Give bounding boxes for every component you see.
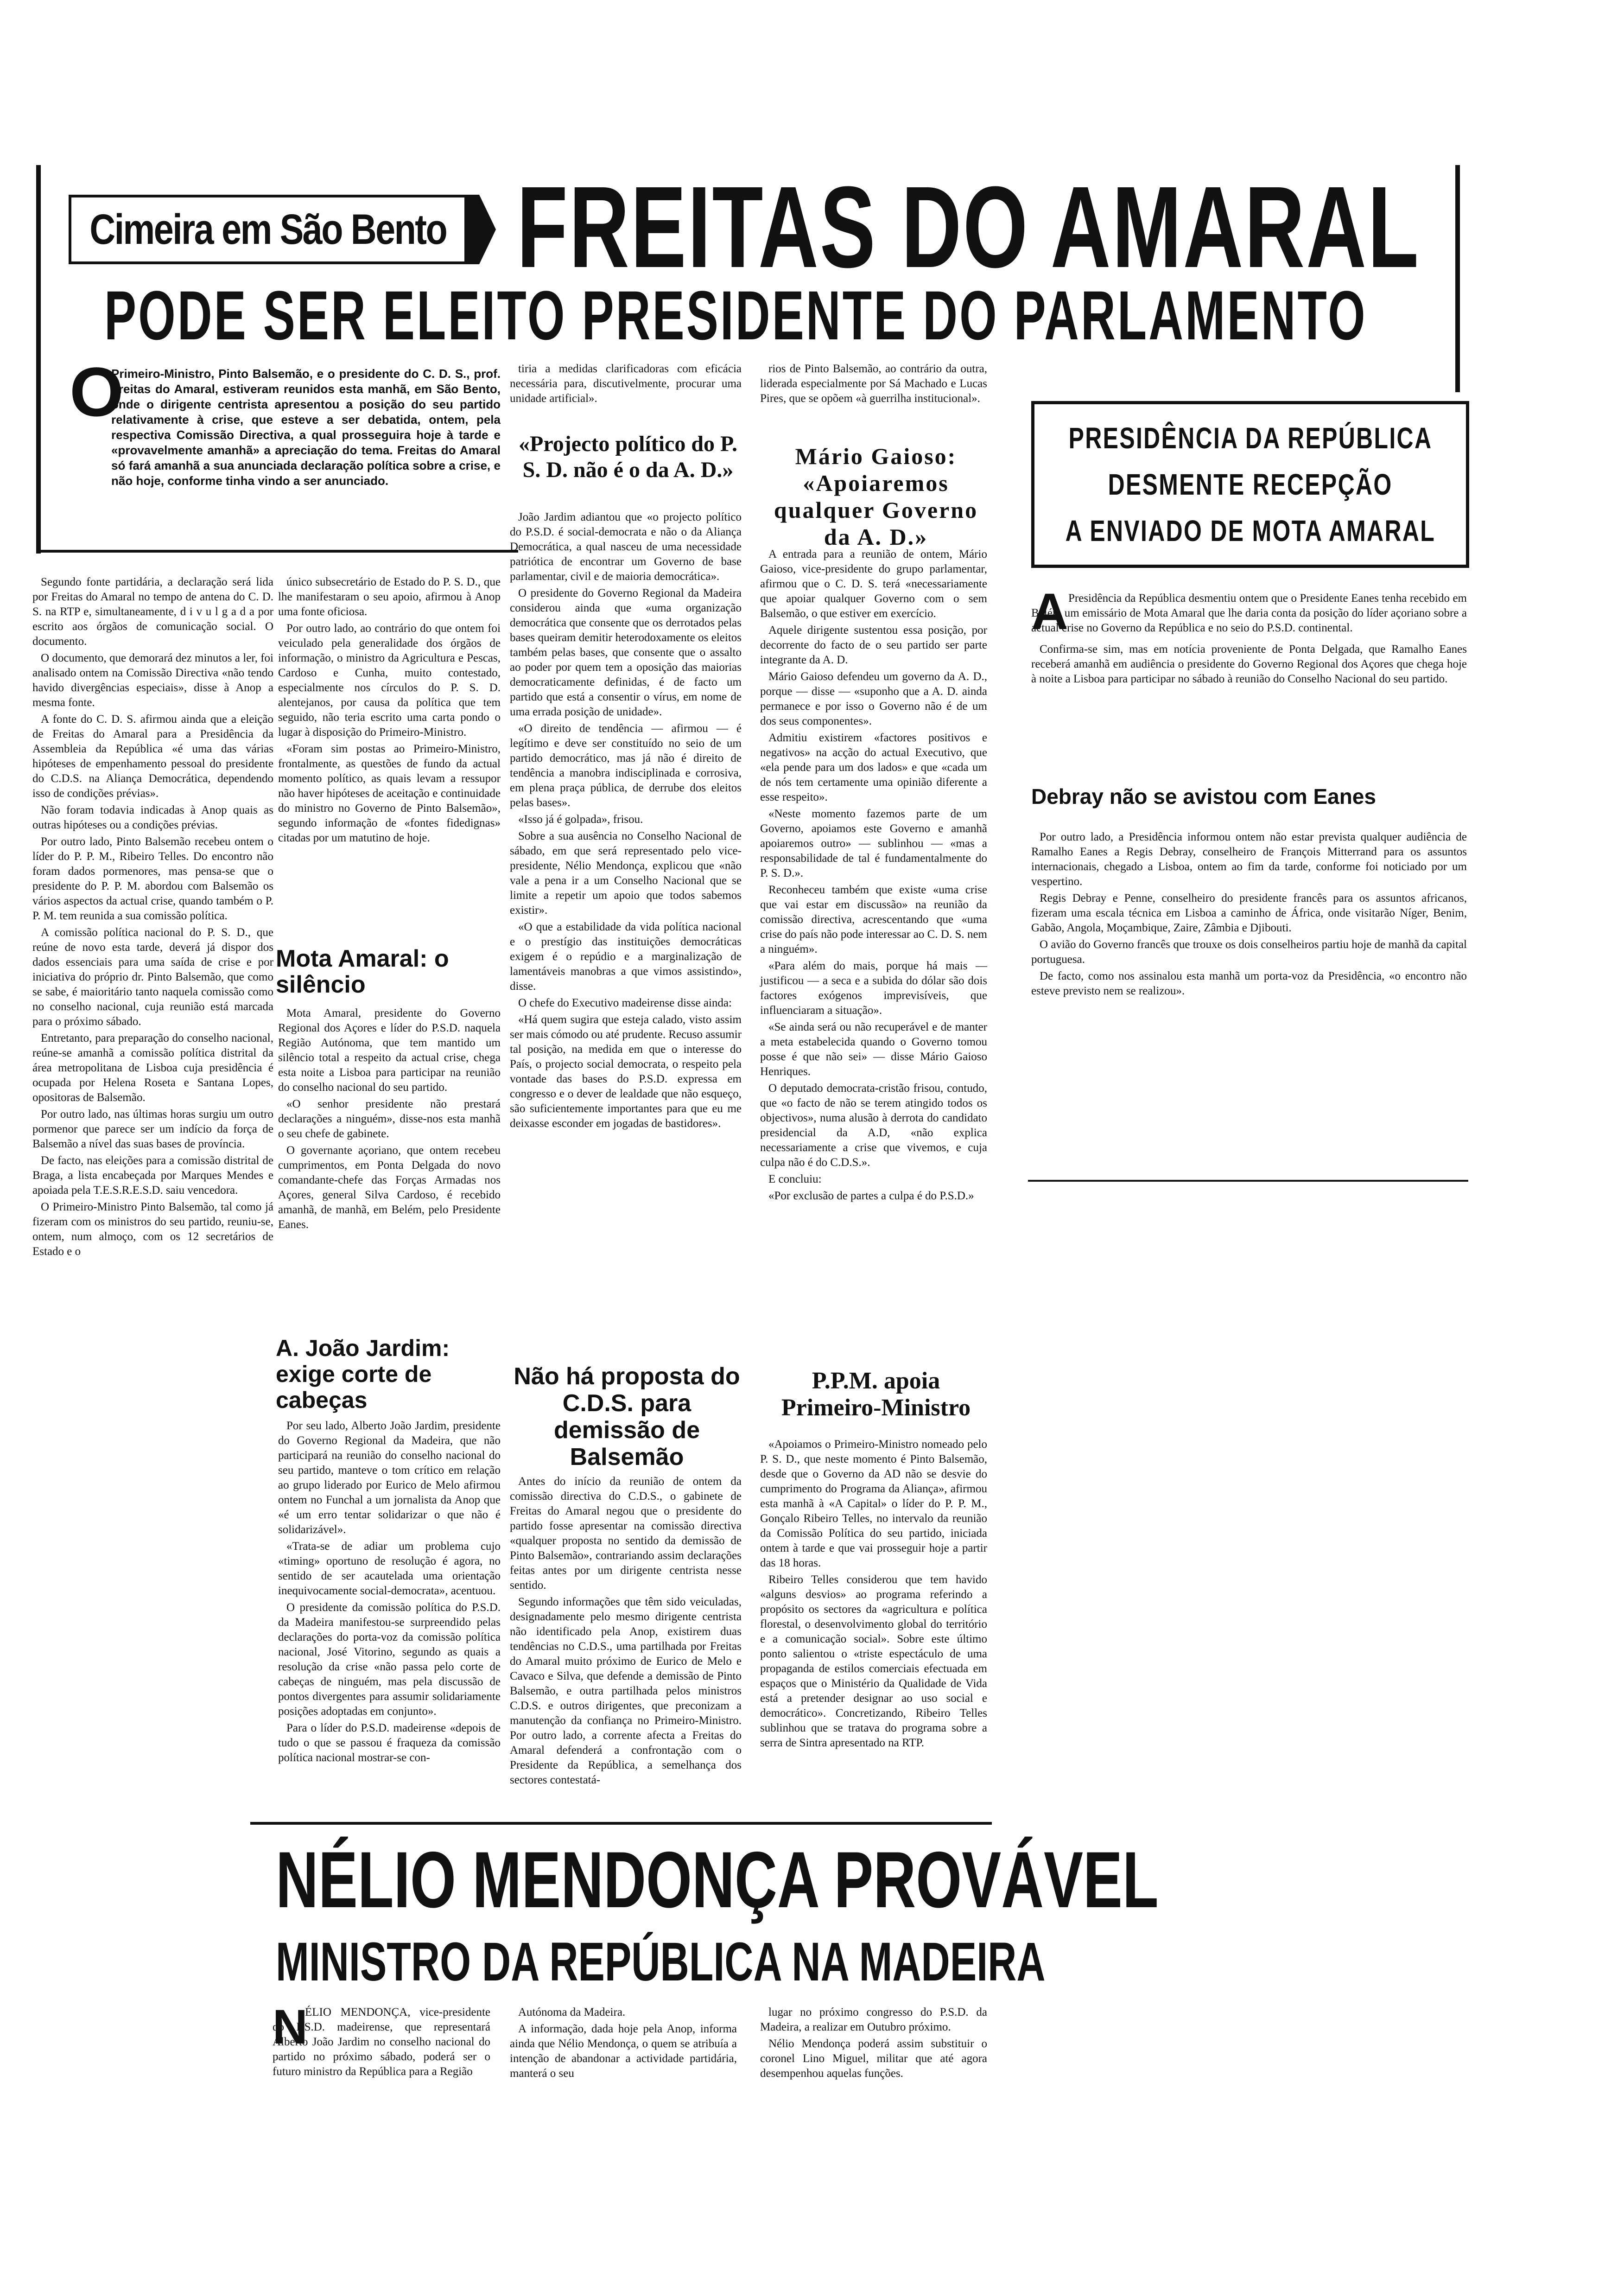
main-col1 [32,575,273,1261]
paragraph: O chefe do Executivo madeirense disse ainda: [518,997,732,1009]
paragraph: Por outro lado, Pinto Balsemão recebeu ontem o líder do P. P. M., Ribeiro Telles. Do encontro não foram dados pormenores, mas pensa-se que o presidente do P. P. M. abordou com Balsemão os vários aspectos da actual crise, quando também o P. P. M. tem reunida a sua comissão política. [32,835,273,922]
paragraph: rios de Pinto Balsemão, ao contrário da outra, liderada especialmente por Sá Machado e Lucas Pires, que se opõem «à guerrilha institucional». [760,363,987,405]
mario-gaioso-body [760,547,987,1205]
presidencia-heading-line: PRESIDÊNCIA DA REPÚBLICA [1068,421,1432,455]
main-subheadline: PODE SER ELEITO PRESIDENTE DO PARLAMENTO [104,276,1367,354]
presidencia-box [1031,401,1469,568]
paragraph: Nélio Mendonça poderá assim substituir o coronel Lino Miguel, militar que até agora desempenhou aquelas funções. [760,2037,987,2080]
paragraph: A entrada para a reunião de ontem, Mário Gaioso, vice-presidente do grupo parlamentar, afirmou que o C. D. S. terá «necessariamente que apoiar qualquer Governo com o sem Balsemão, o que estiver em exercício. [760,548,987,620]
debray-heading: Debray não se avistou com Eanes [1031,784,1376,809]
main-col2 [278,575,501,847]
presidencia-body [1031,591,1467,688]
paragraph: «Isso já é golpada», frisou. [518,813,643,826]
kicker-arrow [467,195,509,264]
presidencia-bottom-rule [1028,1180,1468,1182]
paragraph: O Primeiro-Ministro Pinto Balsemão, tal como já fizeram com os ministros do seu partido, reuniu-se, ontem, num almoço, com os 12 secretários de Estado e o [32,1201,273,1258]
paragraph: Mota Amaral, presidente do Governo Regional dos Açores e líder do P.S.D. naquela Região Autónoma, que tem mantido um silêncio total a respeito da actual crise, chega esta noite a Lisboa para participar na reunião do conselho nacional do seu partido. [278,1007,501,1094]
paragraph: Aquele dirigente sustentou essa posição, por decorrente do facto de o seu partido ser parte integrante da A. D. [760,624,987,666]
main-col4 [760,362,987,408]
paragraph: Para o líder do P.S.D. madeirense «depois de tudo o que se passou é fraqueza da comissão política nacional mostrar-se con- [278,1722,501,1764]
nelio-subheadline: MINISTRO DA REPÚBLICA NA MADEIRA [276,1931,1046,1993]
paragraph: Antes do início da reunião de ontem da comissão directiva do C.D.S., o gabinete de Freitas do Amaral negou que o presidente do partido fosse apresentar na comissão directiva «qualquer proposta no sentido da demissão de Pinto Balsemão», contrariando assim declarações feitas antes por um dirigente centrista nesse sentido. [510,1475,742,1592]
paragraph: Por seu lado, Alberto João Jardim, presidente do Governo Regional da Madeira, que não participará na reunião do conselho nacional do seu partido, manteve o tom crítico em relação ao grupo liderado por Eurico de Melo afirmou ontem no Funchal a um jornalista da Anop que «é um erro tentar solidarizar o que não é solidarizável». [278,1420,501,1536]
paragraph: «Se ainda será ou não recuperável e de manter a meta estabelecida quando o Governo tomou posse é que não sei» — disse Mário Gaioso Henriques. [760,1021,987,1078]
paragraph: Confirma-se sim, mas em notícia proveniente de Ponta Delgada, que Ramalho Eanes receberá amanhã em audiência o presidente do Governo Regional dos Açores que chega hoje à noite a Lisboa para participar no sábado à reunião do Conselho Nacional do seu partido. [1031,643,1467,685]
paragraph: Entretanto, para preparação do conselho nacional, reúne-se amanhã a comissão política distrital da área metropolitana de Lisboa cuja presidência é ocupada por Helena Roseta e Santana Lopes, opositoras de Balsemão. [32,1032,273,1104]
nelio-dropcap: N [273,2000,308,2054]
nelio-headline: NÉLIO MENDONÇA PROVÁVEL [276,1835,1159,1924]
paragraph: O avião do Governo francês que trouxe os dois conselheiros partiu hoje de manhã da capital portuguesa. [1031,938,1467,966]
paragraph: ÉLIO MENDONÇA, vice-presidente do P.S.D. madeirense, que representará Alberto João Jardim no conselho nacional do partido no próximo sábado, poderá ser o futuro ministro da República para a Região [273,2006,490,2078]
paragraph: E concluiu: [768,1173,822,1185]
paragraph: O presidente da comissão política do P.S.D. da Madeira manifestou-se surpreendido pelas declarações do porta-voz da comissão política nacional, José Vitorino, segundo as quais a resolução da crise «não passa pelo corte de cabeças de ninguém, mas pela discussão de pontos divergentes para assumir solidariamente posições adoptadas em conjunto». [278,1601,501,1718]
paragraph: único subsecretário de Estado do P. S. D., que lhe manifestaram o seu apoio, afirmou à Anop uma fonte oficiosa. [278,576,501,618]
paragraph: De facto, nas eleições para a comissão distrital de Braga, a lista encabeçada por Marques Mendes e apoiada pela T.E.S.R.E.S.D. saiu vencedora. [32,1154,273,1197]
paragraph: Ribeiro Telles considerou que tem havido «alguns desvios» ao programa referindo a propósito os sectores da «agricultura e política florestal, o desenvolvimento global do território e a comunicação social». Sobre este último ponto salientou o «triste espectáculo de uma propaganda de estilos comerciais efectuada em espaços que o Ministério da Qualidade de Vida está a pretender designar ao uso social e democrático». Concretizando, Ribeiro Telles sublinhou que se tratava do programa sobre a serra de Sintra apresentado na RTP. [760,1573,987,1749]
main-dropcap: O [70,353,124,431]
presidencia-heading-line: A ENVIADO DE MOTA AMARAL [1065,514,1435,548]
nelio-col3 [760,2005,987,2083]
paragraph: lugar no próximo congresso do P.S.D. da Madeira, a realizar em Outubro próximo. [760,2006,987,2033]
nelio-col2 [510,2005,737,2083]
paragraph: Mário Gaioso defendeu um governo da A. D., porque — disse — «suponho que a A. D. ainda permanece e por isso o Governo não é de um dos seus componentes». [760,670,987,727]
presidencia-lead: Presidência da República desmentiu ontem que o Presidente Eanes tenha recebido em Belém um emissário de Mota Amaral que lhe daria conta da posição do líder açoriano sobre a actual crise no Governo da República e no seio do P.S.D. continental. [1031,592,1467,634]
joao-jardim-body [278,1419,501,1767]
paragraph: Por outro lado, a Presidência informou ontem não estar prevista qualquer audiência de Ramalho Eanes a Regis Debray, conselheiro de François Mitterrand para os assuntos internacionais, chegado a Lisboa, ontem ao fim da tarde, conforme foi noticiado por um vespertino. [1031,831,1467,888]
main-headline: FREITAS DO AMARAL [517,162,1420,292]
presidencia-dropcap: A [1031,583,1068,640]
paragraph: A fonte do C. D. S. afirmou ainda que a eleição de Freitas do Amaral para a Presidência da Assembleia da República «é uma das várias hipóteses de empenhamento pessoal do presidente do C.D.S. na Aliança Democrática, dependendo isso de condições prévias». [32,713,273,800]
debray-body [1031,830,1467,1000]
paragraph: A informação, dada hoje pela Anop, informa ainda que Nélio Mendonça, o quem se atribuía a intenção de abandonar a actividade partidária, manterá o seu [510,2023,737,2080]
nao-ha-proposta-body [510,1474,742,1789]
paragraph: Reconheceu também que existe «uma crise que vai estar em discussão» na reunião da comissão directiva, acrescentando que «uma crise do país não pode interessar ao C. D. S. nem a ninguém». [760,884,987,955]
paragraph: «Neste momento fazemos parte de um Governo, apoiamos este Governo e amanhã apoiaremos outro» — sublinhou — «mas a responsabilidade de tal é fundamentalmente do P. S. D.». [760,808,987,879]
paragraph: «Por exclusão de partes a culpa é do P.S.D.» [768,1190,974,1202]
paragraph: «Há quem sugira que esteja calado, visto assim ser mais cómodo ou até prudente. Recuso assumir tal posição, na medida em que o interesse do País, o projecto social democrata, o respeito pela vontade das bases do P.S.D. expressa em congresso e o dever de lealdade que não esqueço, são suficientemente importantes para que eu me deixasse esconder em jogadas de bastidores». [510,1013,742,1130]
mota-amaral-body [278,1006,501,1234]
paragraph: Regis Debray e Penne, conselheiro do presidente francês para os assuntos africanos, fizeram uma escala técnica em Lisboa a caminho de África, onde visitarão Níger, Benim, Gabão, Angola, Moçambique, Zaire, Zâmbia e Djibouti. [1031,892,1467,934]
presidencia-heading-line: DESMENTE RECEPÇÃO [1108,468,1393,501]
paragraph: Sobre a sua ausência no Conselho Nacional de sábado, em que será representado pelo vice-presidente, Nélio Mendonça, explicou que «não vale a pena ir a um Conselho Nacional que se limite a repetir um apoio que todos sabemos existir». [510,830,742,917]
paragraph: «Apoiamos o Primeiro-Ministro nomeado pelo P. S. D., que neste momento é Pinto Balsemão, desde que o Governo da AD não se desvie do cumprimento do Programa da Aliança», afirmou esta manhã à «A Capital» o líder do P. P. M., Gonçalo Ribeiro Telles, no intervalo da reunião da Comissão Política do seu partido, iniciada ontem à tarde e que vai prosseguir hoje a partir das 18 horas. [760,1438,987,1569]
main-left-border [36,165,41,554]
paragraph: «O que a estabilidade da vida política nacional e o prestígio das instituições democráticas exigem é o repúdio e a marginalização de lamentáveis manobras a que vimos assistindo», disse. [510,921,742,993]
ppm-heading: P.P.M. apoia Primeiro-Ministro [781,1368,971,1421]
paragraph: O governante açoriano, que ontem recebeu cumprimentos, em Ponta Delgada do novo comandante-chefe das Forças Armadas nos Açores, general Silva Cardoso, é recebido amanhã, de manhã, em Belém, pelo Presidente Eanes. [278,1144,501,1231]
paragraph: «Para além do mais, porque há mais — justificou — a seca e a subida do dólar são dois factores exógenos imprevisíveis, que influenciaram a situação». [760,960,987,1017]
paragraph: «O direito de tendência — afirmou — é legítimo e deve ser constituído no seio de um partido democrático, mas já não é direito de tendência a manobra indisciplinada e corrosiva, em plena praça pública, de derrube dos eleitos pelas bases». [510,722,742,809]
main-right-border [1455,165,1460,392]
paragraph: tiria a medidas clarificadoras com eficácia necessária para, discutivelmente, procurar uma unidade artificial». [510,363,742,405]
paragraph: Por outro lado, ao contrário do que ontem foi veiculado pela generalidade dos órgãos de informação, o ministro da Agricultura e Pescas, Cardoso e Cunha, muito contestado, especialmente nos círculos do P. S. D. alentejanos, por causa da política que tem seguido, não teria escrito uma carta pondo o lugar à disposição do Primeiro-Ministro. [278,622,501,739]
projecto-body [510,510,742,1133]
paragraph: O documento, que demorará dez minutos a ler, foi analisado ontem na Comissão Directiva «não tendo havido divergências especiais», disse à Anop a mesma fonte. [32,652,273,709]
joao-jardim-heading: A. João Jardim: exige corte de cabeças [276,1335,450,1413]
nelio-col1 [273,2000,490,2081]
kicker-text: Cimeira em São Bento [89,205,446,253]
paragraph: De facto, como nos assinalou esta manhã um porta-voz da Presidência, «o encontro não esteve previsto nem se realizou». [1031,970,1467,997]
paragraph: Autónoma da Madeira. [518,2006,626,2018]
paragraph: «O senhor presidente não prestará declarações a ninguém», disse-nos esta manhã o seu chefe de gabinete. [278,1098,501,1140]
mota-amaral-heading: Mota Amaral: o silêncio [276,945,449,998]
paragraph: Segundo informações que têm sido veiculadas, designadamente pelo mesmo dirigente centrista não identificado pela Anop, existirem duas tendências no C.D.S., uma partilhada por Freitas do Amaral muito próximo de Eurico de Melo e Cavaco e Silva, que defende a demissão de Pinto Balsemão, e outra partilhada pelos ministros C.D.S. e outros dirigentes, que preconizam a manutenção da confiança no Primeiro-Ministro. Por outro lado, a corrente afecta a Freitas do Amaral defenderá a confrontação com o Presidente da República, a semelhança dos sectores contestatá- [510,1596,742,1786]
kicker-box [69,195,467,264]
main-bottom-border [36,550,518,553]
ppm-body [760,1437,987,1752]
paragraph: O presidente do Governo Regional da Madeira considerou ainda que «uma organização democrática que consente que os derrotados pelas bases queiram demitir heterodoxamente os eleitos também pelas bases, que consente que o assalto ao poder por quem tem a oposição das maiorias democraticamente definidas, é de facto um partido que está a consentir o vírus, em nome de uma errada posição de unidade». [510,587,742,718]
paragraph: «Trata-se de adiar um problema cujo «timing» oportuno de resolução é agora, no sentido de ser acautelada uma orientação inequivocamente social-democrata», acentuou. [278,1540,501,1597]
paragraph: O deputado democrata-cristão frisou, contudo, que «o facto de não se terem atingido todos os objectivos», numa alusão à derrota do candidato presidencial da A.D, «não explica necessariamente a crise que vivemos, e cuja culpa não é do C.D.S.». [760,1082,987,1169]
paragraph: Segundo fonte partidária, a declaração será lida por Freitas do Amaral no tempo de antena do C. D. S. na RTP e, simultaneamente, d i v u l g a d a por escrito aos órgãos de comunicação social. O documento. [32,576,273,648]
paragraph: A comissão política nacional do P. S. D., que reúne de novo esta tarde, deverá já dispor dos dados essenciais para uma saída de crise e por iniciativa do próprio dr. Pinto Balsemão, que como se sabe, é maioritário tanto naquela comissão como no conselho nacional, cuja reunião está marcada para o próximo sábado. [32,926,273,1028]
paragraph: Não foram todavia indicadas à Anop quais as outras hipóteses ou a condições prévias. [32,804,273,831]
mario-gaioso-heading: Mário Gaioso: «Apoiaremos qualquer Governo da A. D.» [774,443,978,550]
paragraph: Por outro lado, nas últimas horas surgiu um outro pormenor que parece ser um indício da força de Balsemão a nível das suas bases de província. [32,1108,273,1150]
projecto-heading: «Projecto político do P. S. D. não é o da A. D.» [519,432,737,482]
paragraph: «Foram sim postas ao Primeiro-Ministro, frontalmente, as questões de fundo da actual momento político, as quais levam a ressupor não haver hipóteses de aceitação e continuidade do ministro no Governo de Pinto Balsemão», segundo informação de «fontes fidedignas» citadas por um matutino de hoje. [278,743,501,844]
main-col3 [510,362,742,408]
main-lead: Primeiro-Ministro, Pinto Balsemão, e o presidente do C. D. S., prof. Freitas do Amaral, estiveram reunidos esta manhã, em São Bento, onde o dirigente centrista apresentou a posição do seu partido relativamente à crise, que esteve a ser debatida, ontem, pela respectiva Comissão Directiva, a qual prosseguira hoje à tarde e «provavelmente amanhã» a apreciação do tema. Freitas do Amaral só fará amanhã a sua anunciada declaração política sobre a crise, e não hoje, conforme tinha vindo a ser anunciado. [111,367,501,488]
nelio-top-rule [250,1822,992,1825]
paragraph: João Jardim adiantou que «o projecto político do P.S.D. é social-democrata e não o da Aliança Democrática, a qual nasceu de uma necessidade patriótica de encontrar um Governo de base parlamentar, civil e de maioria democrática». [510,511,742,583]
nao-ha-proposta-heading: Não há proposta do C.D.S. para demissão de Balsemão [514,1363,740,1471]
paragraph: Admitiu existirem «factores positivos e negativos» na acção do actual Executivo, que «ela pende para um dos lados» e que «cada um de nós tem certamente uma opinião diferente a esse respeito». [760,732,987,803]
